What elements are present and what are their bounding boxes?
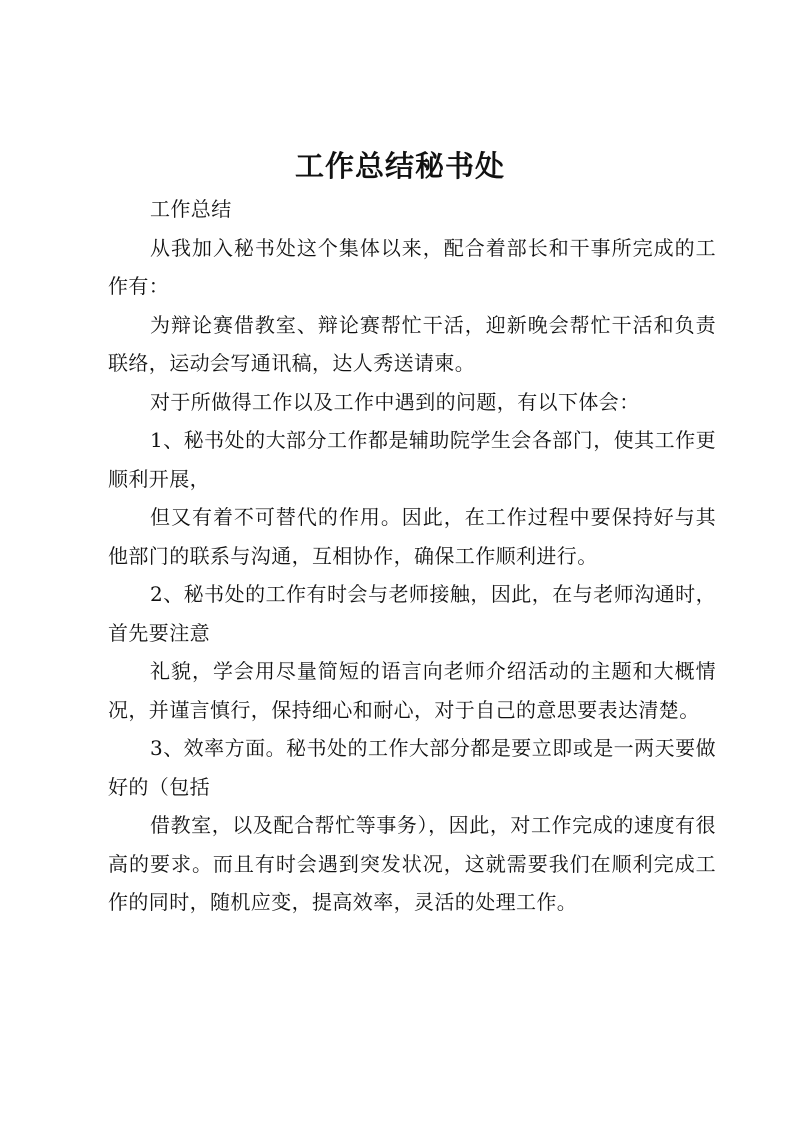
page-title: 工作总结秘书处 (294, 149, 505, 183)
paragraph-reflection-intro: 对于所做得工作以及工作中遇到的问题，有以下体会： (150, 389, 640, 414)
paragraph-intro: 从我加入秘书处这个集体以来，配合着部长和干事所完成的工作有： (108, 235, 716, 298)
paragraph-tasks: 为辩论赛借教室、辩论赛帮忙干活，迎新晚会帮忙干活和负责联络，运动会写通讯稿，达人秀送请柬。 (108, 312, 716, 375)
paragraph-point-2-continued: 礼貌，学会用尽量简短的语言向老师介绍活动的主题和大概情况，并谨言慎行，保持细心和耐心，对于自己的意思要表达清楚。 (108, 659, 716, 722)
paragraph-point-3: 3、效率方面。秘书处的工作大部分都是要立即或是一两天要做好的（包括 (108, 736, 716, 799)
paragraph-point-1: 1、秘书处的大部分工作都是辅助院学生会各部门，使其工作更顺利开展， (108, 428, 716, 491)
paragraph-point-2: 2、秘书处的工作有时会与老师接触，因此，在与老师沟通时，首先要注意 (108, 582, 716, 645)
paragraph-point-1-continued: 但又有着不可替代的作用。因此，在工作过程中要保持好与其他部门的联系与沟通，互相协作，确保工作顺利进行。 (108, 505, 716, 568)
paragraph-point-3-continued: 借教室，以及配合帮忙等事务），因此，对工作完成的速度有很高的要求。而且有时会遇到突发状况，这就需要我们在顺利完成工作的同时，随机应变，提高效率，灵活的处理工作。 (108, 813, 716, 914)
document-body (108, 190, 716, 922)
paragraph-heading: 工作总结 (150, 197, 232, 221)
